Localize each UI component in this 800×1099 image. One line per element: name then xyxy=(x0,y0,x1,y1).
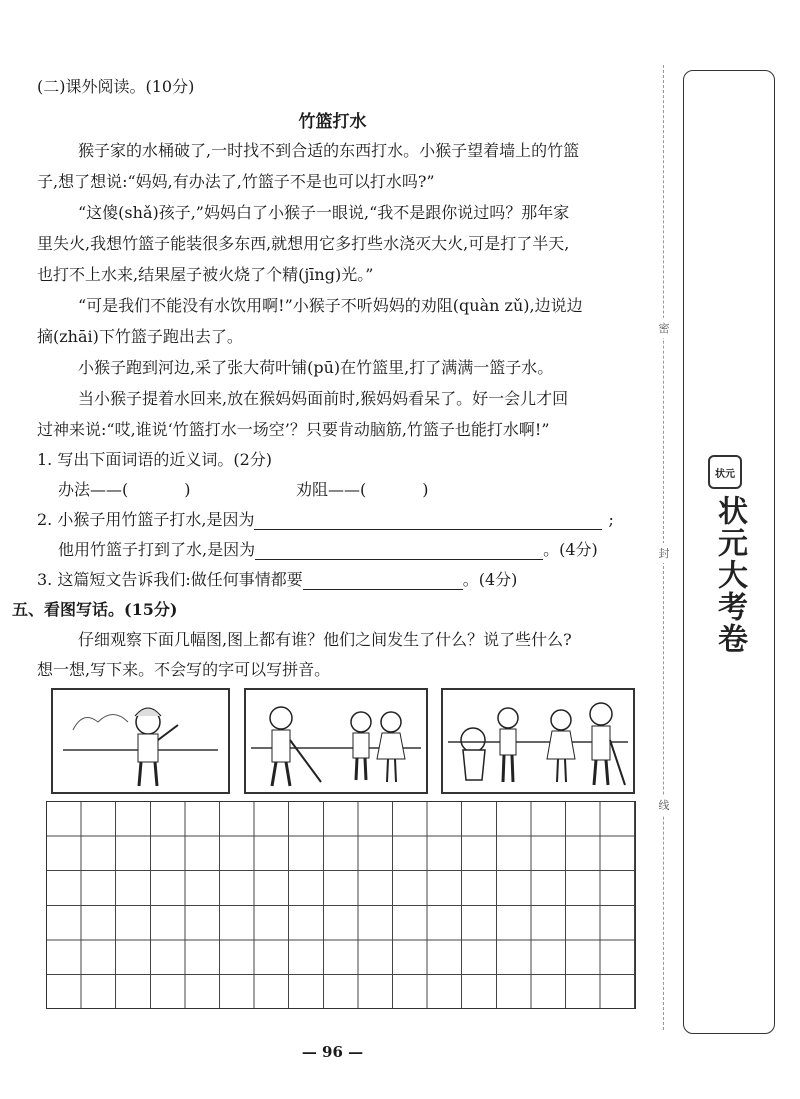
answer-blank-2b[interactable] xyxy=(255,543,543,560)
question-1-item-b xyxy=(296,480,429,500)
passage-line: 也打不上水来,结果屋子被火烧了个精(jīng)光。” xyxy=(37,265,374,284)
answer-blank-3[interactable] xyxy=(303,573,463,590)
picture-panel-2 xyxy=(244,688,428,794)
passage-line: 子,想了想说:“妈妈,有办法了,竹篮子不是也可以打水吗?” xyxy=(37,172,435,191)
writing-prompt: 仔细观察下面几幅图,图上都有谁？他们之间发生了什么？说了些什么? xyxy=(78,630,572,649)
passage-line: 当小猴子提着水回来,放在猴妈妈面前时,猴妈妈看呆了。好一会儿才回 xyxy=(78,389,569,408)
brand-logo-icon: 状元 xyxy=(708,455,742,489)
trash-bin-illustration xyxy=(443,690,633,792)
question-2-line-2 xyxy=(58,540,598,560)
picture-panel-3 xyxy=(441,688,635,794)
seal-label-xian: 线 xyxy=(656,795,672,815)
passage-line: 里失火,我想竹篮子能装很多东西,就想用它多打些水浇灭大火,可是打了半天, xyxy=(37,234,570,253)
brand-logo: 状元大考卷 xyxy=(712,495,747,655)
writing-prompt: 想一想,写下来。不会写的字可以写拼音。 xyxy=(37,660,331,679)
question-2-stem-2: 他用竹篮子打到了水,是因为 xyxy=(58,540,256,559)
question-2-line-1 xyxy=(37,510,614,530)
synonym-word-a: 办法——( xyxy=(58,480,129,499)
boy-litter-illustration xyxy=(53,690,228,792)
passage-line: 摘(zhāi)下竹篮子跑出去了。 xyxy=(37,327,243,346)
question-3-stem: 3. 这篇短文告诉我们:做任何事情都要 xyxy=(37,570,303,589)
passage-line: 小猴子跑到河边,采了张大荷叶铺(pū)在竹篮里,打了满满一篮子水。 xyxy=(78,358,554,377)
passage-line: 猴子家的水桶破了,一时找不到合适的东西打水。小猴子望着墙上的竹篮 xyxy=(78,141,580,160)
synonym-word-b: 劝阻——( xyxy=(296,480,367,499)
passage-line: “这傻(shǎ)孩子,”妈妈白了小猴子一眼说,“我不是跟你说过吗？那年家 xyxy=(78,203,570,222)
question-3-line xyxy=(37,570,517,590)
page-number: — 96 — xyxy=(301,1043,364,1061)
section-heading-reading: (二)课外阅读。(10分) xyxy=(37,77,195,96)
close-paren-a: ) xyxy=(184,480,191,499)
question-3-score: 。(4分) xyxy=(462,570,518,589)
sweeper-children-illustration xyxy=(246,690,426,792)
section-heading-writing: 五、看图写话。(15分) xyxy=(12,600,178,619)
seal-label-feng: 封 xyxy=(656,543,672,563)
question-2-stem: 2. 小猴子用竹篮子打水,是因为 xyxy=(37,510,255,529)
seal-label-mi: 密 xyxy=(656,318,672,338)
writing-grid[interactable] xyxy=(46,801,636,1009)
picture-panel-1 xyxy=(51,688,230,794)
close-paren-b: ) xyxy=(422,480,429,499)
semicolon: ; xyxy=(608,510,614,529)
question-2-score: 。(4分) xyxy=(543,540,598,559)
answer-blank-2a[interactable] xyxy=(254,513,602,530)
passage-line: 过神来说:“哎,谁说‘竹篮打水一场空’？只要肯动脑筋,竹篮子也能打水啊!” xyxy=(37,420,550,439)
passage-line: “可是我们不能没有水饮用啊!”小猴子不听妈妈的劝阻(quàn zǔ),边说边 xyxy=(78,296,583,315)
question-1-stem: 1. 写出下面词语的近义词。(2分) xyxy=(37,450,273,469)
passage-title: 竹篮打水 xyxy=(298,112,367,132)
question-1-item-a xyxy=(58,480,191,500)
